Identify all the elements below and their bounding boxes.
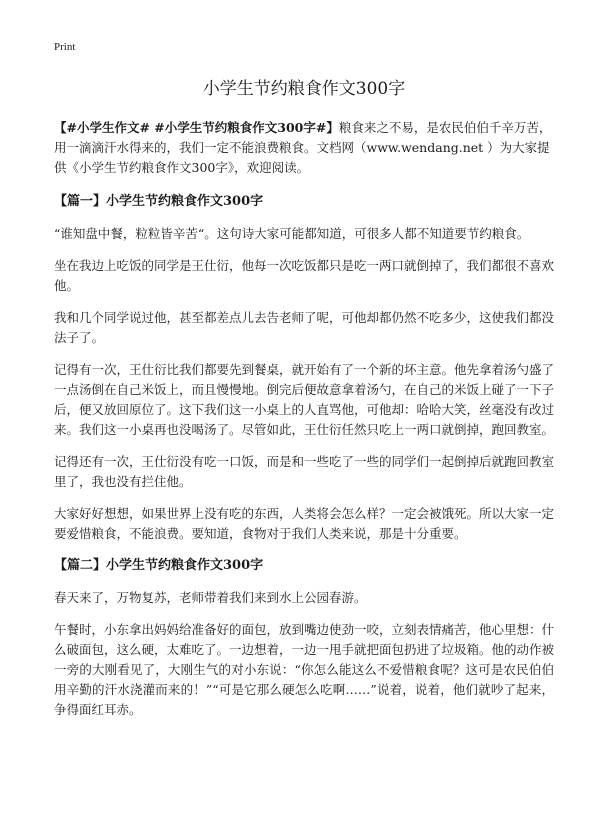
print-label: Print bbox=[54, 41, 76, 53]
intro-tag: 【#小学生作文# #小学生节约粮食作文300字#】 bbox=[54, 120, 339, 135]
section-two bbox=[54, 556, 554, 720]
section-one bbox=[54, 192, 554, 544]
section-heading: 【篇二】小学生节约粮食作文300字 bbox=[54, 558, 264, 573]
document-page bbox=[54, 40, 554, 732]
paragraph: 午餐时，小东拿出妈妈给准备好的面包，放到嘴边使劲一咬，立刻表情痛苦，他心里想：什么破面包，这么硬，太难吃了。一边想着，一边一甩手就把面包扔进了垃圾箱。他的动作被一旁的大刚看见了，大刚生气的对小东说：“你怎么能这么不爱惜粮食呢？这可是农民伯伯用辛勤的汗水浇灌而来的！”“可是它那么硬怎么吃啊……”说着，说着，他们就吵了起来，争得面红耳赤。 bbox=[54, 622, 555, 717]
paragraph: 坐在我边上吃饭的同学是王仕衍，他每一次吃饭都只是吃一两口就倒掉了，我们都很不喜欢他。 bbox=[54, 258, 555, 293]
paragraph: 大家好好想想，如果世界上没有吃的东西，人类将会怎么样？一定会被饿死。所以大家一定要爱惜粮食，不能浪费。要知道，食物对于我们人类来说，那是十分重要。 bbox=[54, 506, 555, 541]
intro-text: 粮食来之不易，是农民伯伯千辛万苦，用一滴滴汗水得来的，我们一定不能浪费粮食。文档网（www.wendang.net ）为大家提供《小学生节约粮食作文300字》，欢迎阅读。 bbox=[54, 120, 552, 175]
paragraph: 记得还有一次，王仕衍没有吃一口饭，而是和一些吃了一些的同学们一起倒掉后就跑回教室里了，我也没有拦住他。 bbox=[54, 454, 555, 489]
paragraph: 记得有一次，王仕衍比我们都要先到餐桌，就开始有了一个新的坏主意。他先拿着汤勺盛了一点汤倒在自己米饭上，而且慢慢地。倒完后便故意拿着汤勺，在自己的米饭上碰了一下子后，便又放回原位了。这下我们这一小桌上的人直骂他，可他却：哈哈大笑，丝毫没有改过来。我们这一小桌再也没喝汤了。尽管如此，王仕衍任然只吃上一两口就倒掉，跑回教室。 bbox=[54, 362, 555, 437]
intro-paragraph bbox=[54, 118, 554, 178]
paragraph: 我和几个同学说过他，甚至都差点儿去告老师了呢，可他却都仍然不吃多少，这使我们都没法子了。 bbox=[54, 310, 555, 345]
paragraph: “谁知盘中餐，粒粒皆辛苦“。这句诗大家可能都知道，可很多人都不知道要节约粮食。 bbox=[54, 226, 530, 241]
section-heading: 【篇一】小学生节约粮食作文300字 bbox=[54, 194, 264, 209]
document-title: 小学生节约粮食作文300字 bbox=[202, 79, 406, 99]
paragraph: 春天来了，万物复苏，老师带着我们来到水上公园春游。 bbox=[54, 590, 367, 605]
